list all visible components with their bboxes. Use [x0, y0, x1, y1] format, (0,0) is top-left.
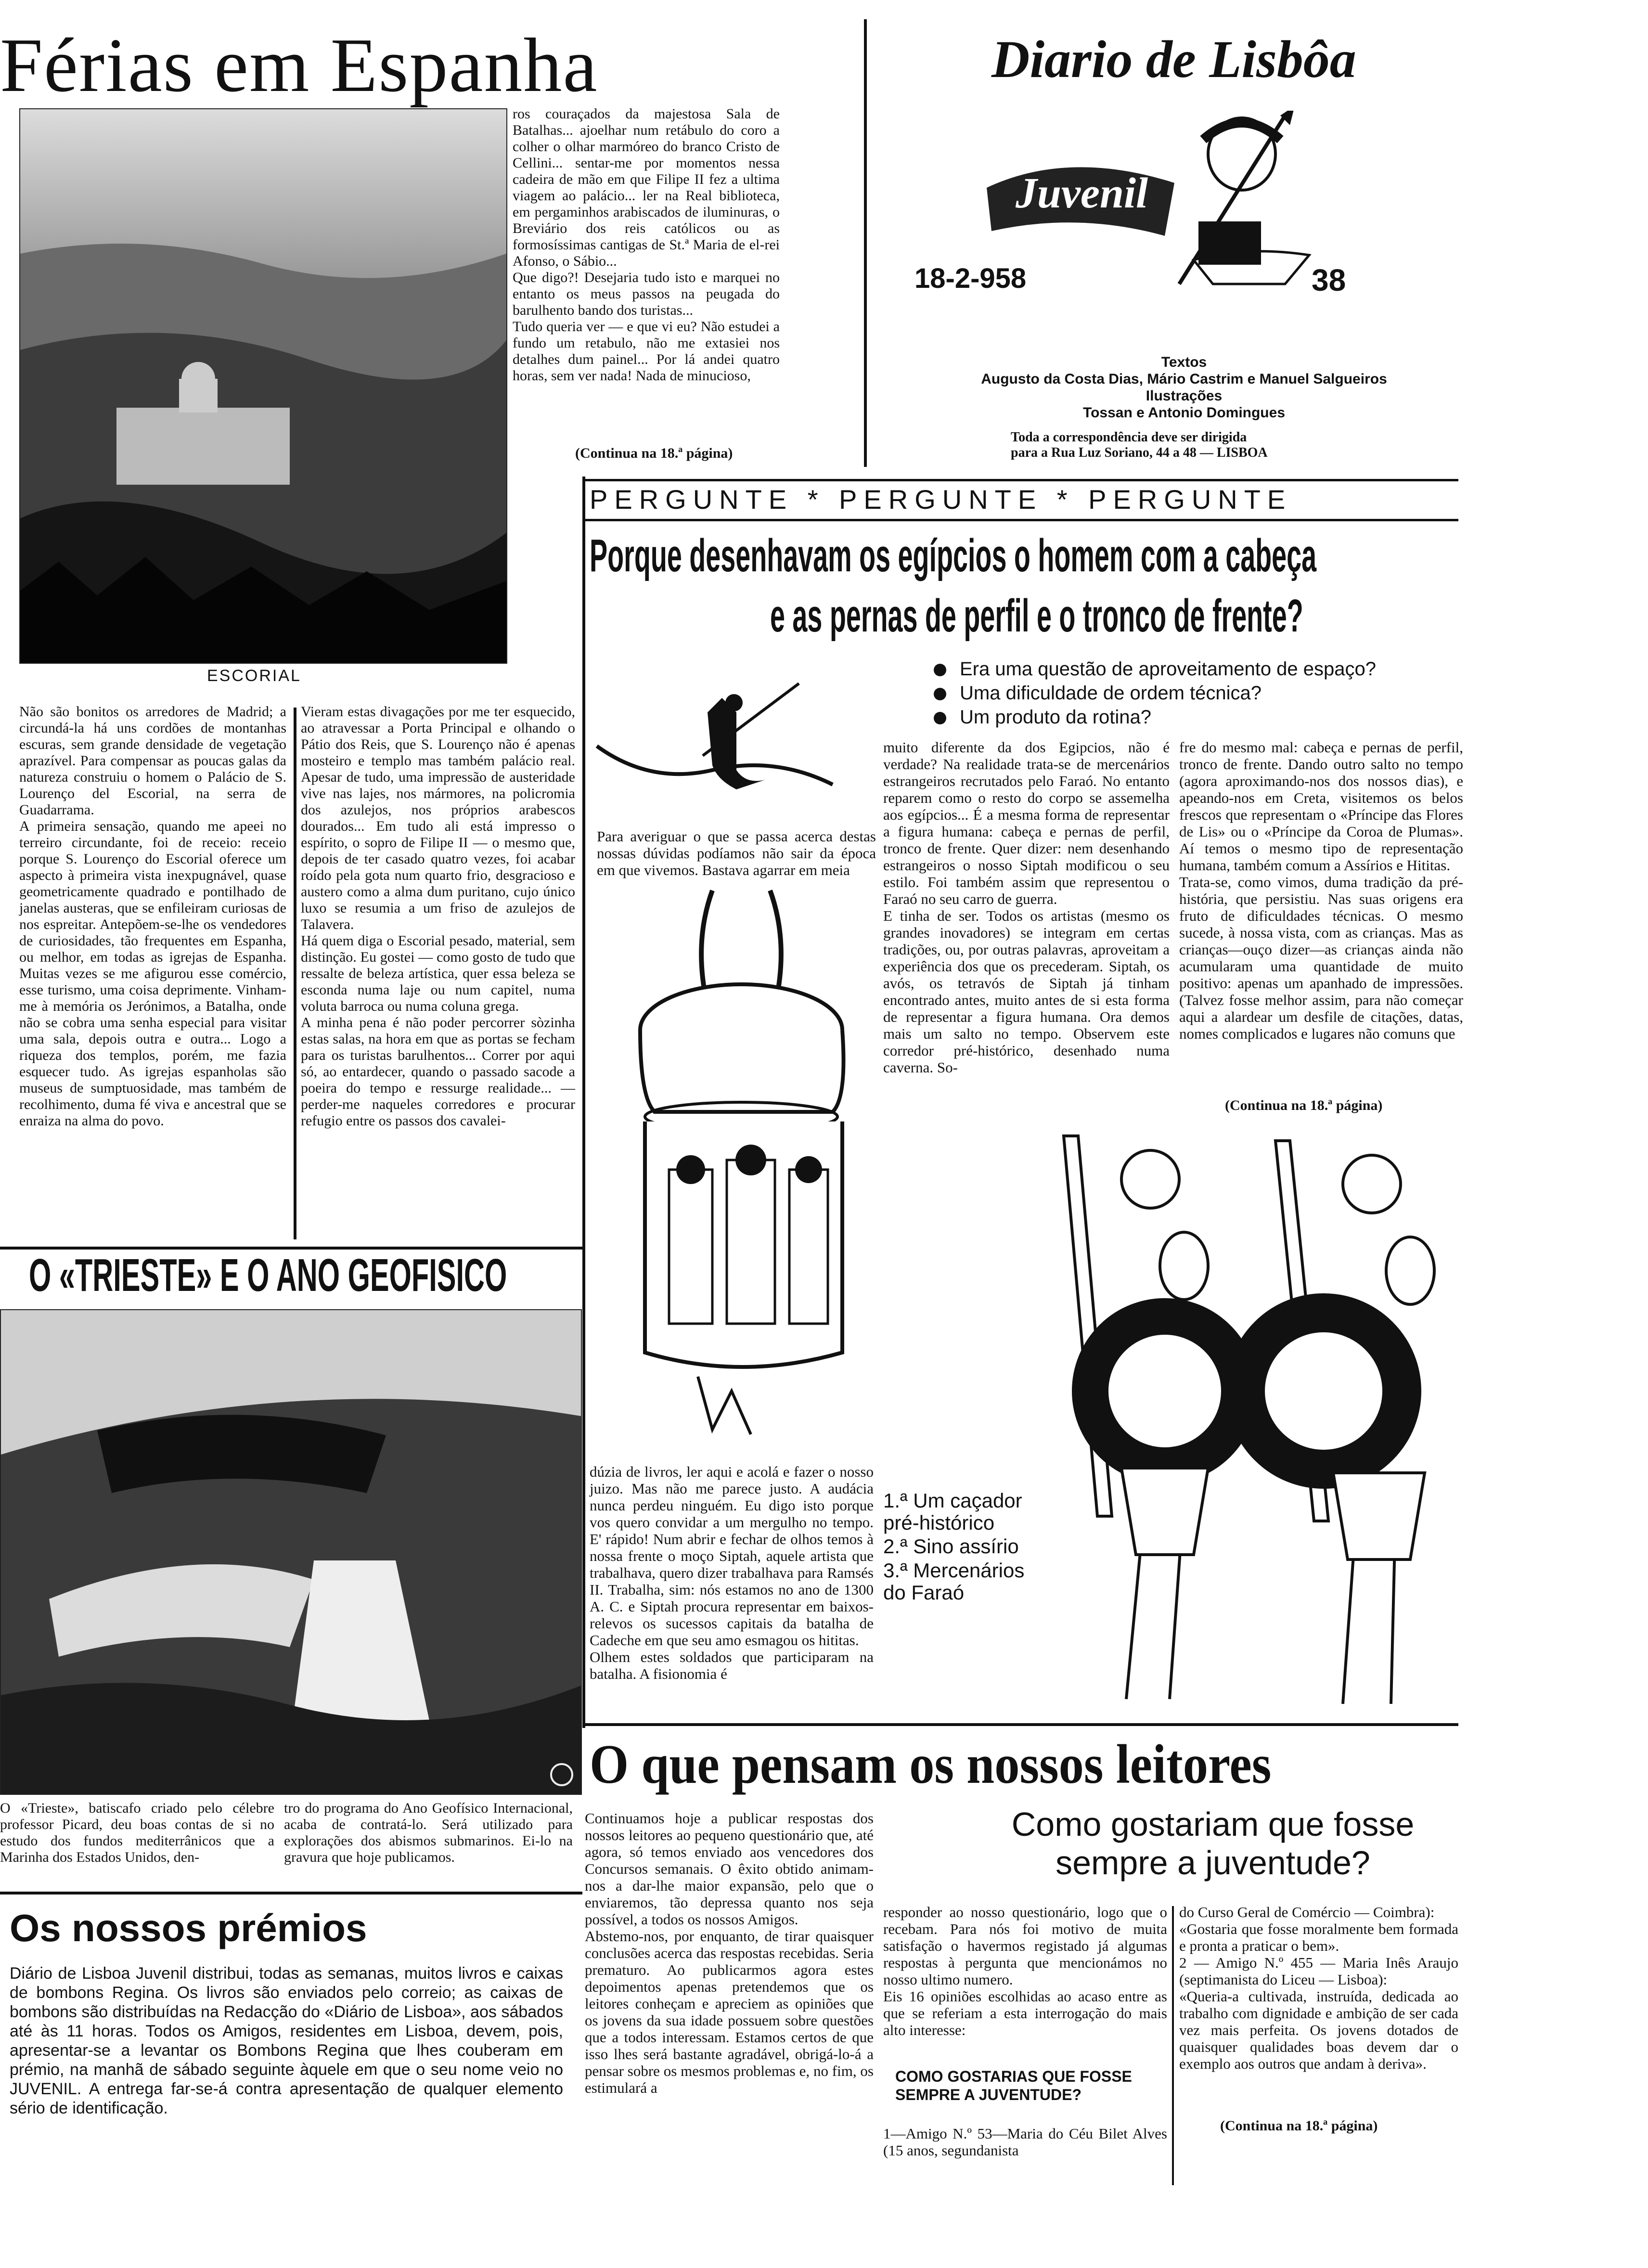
escorial-caption: ESCORIAL	[207, 667, 301, 685]
masthead-title: Diario de Lisbôa	[991, 30, 1356, 89]
leitores-question: COMO GOSTARIAS QUE FOSSE SEMPRE A JUVENTUDE?	[895, 2068, 1132, 2103]
option-item: Um produto da rotina?	[934, 705, 1376, 729]
leitores-column-a: Continuamos hoje a publicar respostas dos nossos leitores ao pequeno questionário que, até agora, só temos enviado aos vencedores dos Concursos semanais. O êxito obtido animam-nos a dar-lhe maior expansão, pelo que o enviaremos, tão depressa quanto nos seja possível, a todos os nossos Amigos. Abstemo-nos, por enquanto, de tirar quaisquer conclusões acerca das respostas recebidas. Seria prematuro. Ao publicarmos agora estes depoimentos apenas pretendemos que os leitores conheçam e apreciem as opiniões que os jovens da sua idade possuem sobre questões que a todos interessam. Estamos certos de que isso lhes será bastante agradável, obrigá-lo-á a pensar sobre os mesmos problemas e, no fim, os estimulará a	[585, 1810, 874, 2096]
correspondence-line-1: Toda a correspondência deve ser dirigida	[1011, 430, 1247, 445]
legend-item-1: 1.ª Um caçador pré-histórico	[883, 1489, 1022, 1534]
option-item: Uma dificuldade de ordem técnica?	[934, 681, 1376, 705]
ferias-continua: (Continua na 18.ª página)	[575, 445, 733, 461]
issue-date: 18-2-958	[914, 263, 1027, 294]
credits-illustrators: Tossan e Antonio Domingues	[1082, 405, 1285, 421]
pergunte-continua: (Continua na 18.ª página)	[1225, 1097, 1383, 1113]
pergunte-column-c: fre do mesmo mal: cabeça e pernas de perfil, tronco de frente. Dando outro salto no tempo (agora aproximando-nos dos nossos dias), e apeando-nos em Creta, visitemos os belos frescos que representam o «Príncipe das Flores de Lis» ou o «Príncipe da Coroa de Plumas». Aí temos o mesmo tipo de representação humana, também comum a Assírios e Hititas. Trata-se, como vimos, duma tradição da pré-história, que persistiu. Nas suas origens era fruto de dificuldades técnicas. O mesmo sucede, à nossa vista, com as crianças. Mas as crianças—ouço dizer—as crianças ainda não acumularam uma quantidade de muito positivo: apenas um apanhado de impressões. (Talvez fosse melhor assim, para não começar aqui a alardear um desfile de citações, datas, nomes complicados e lugares não comuns que	[1179, 739, 1463, 1042]
leitores-column-b2: 1—Amigo N.º 53—Maria do Céu Bilet Alves (15 anos, segundanista	[883, 2125, 1167, 2159]
leitores-subheadline-1: Como gostariam que fosse	[1011, 1805, 1415, 1843]
correspondence	[1011, 430, 1268, 461]
pergunte-column-b: muito diferente da dos Egipcios, não é verdade? Na realidade trata-se de mercenários estrangeiros recrutados pelo Faraó. No entanto reparem como o resto do corpo se assemelha aos egípcios... É a mesma forma de representar a figura humana: cabeça e pernas de perfil, tronco de frente. Quer dizer: nem desenhando estrangeiros o nosso Siptah modificou o seu estilo. Foi também assim que representou o Faraó no seu carro de guerra. E tinha de ser. Todos os artistas (mesmo os grandes inovadores) se integram em certas tradições, ou, por outras palavras, aproveitam a experiência dos que os precederam. Siptah, os avós, os tetravós de Siptah já tinham encontrado antes, muito antes de si esta forma de representar a figura humana. Ora demos mais um salto no tempo. Observem este corredor pré-histórico, desenhado numa caverna. So-	[883, 739, 1170, 1076]
assyrian-bell-illustration	[626, 871, 871, 1439]
leitores-column-b: responder ao nosso questionário, logo que o recebam. Para nós foi motivo de muita satisfação o havermos registado já algumas respostas à pergunta que mencionámos no nosso ultimo numero. Eis 16 opiniões escolhidas ao acaso entre as que se referiam a esta interrogação do mais alto interesse:	[883, 1904, 1167, 2038]
article-ferias-headline: Férias em Espanha	[0, 22, 598, 108]
trieste-caption-left: O «Trieste», batiscafo criado pelo célebre professor Picard, deu boas contas de si no estudo dos fundos mediterrânicos que a Marinha dos Estados Unidos, den-	[0, 1800, 274, 1865]
premios-headline: Os nossos prémios	[10, 1907, 367, 1949]
leitores-headline: O que pensam os nossos leitores	[590, 1734, 1272, 1795]
credits-textos: Textos	[1161, 354, 1207, 370]
issue-number: 38	[1312, 263, 1346, 297]
correspondence-line-2: para a Rua Luz Soriano, 44 a 48 — LISBOA	[1011, 445, 1268, 460]
pergunte-column-a: Para averiguar o que se passa acerca destas nossas dúvidas podíamos não sair da época em que vivemos. Bastava agarrar em meia	[597, 828, 876, 878]
trieste-headline: O «TRIESTE» E O ANO GEOFISICO	[29, 1250, 507, 1301]
pergunte-banner: PERGUNTE * PERGUNTE * PERGUNTE	[590, 484, 1292, 515]
trieste-photo	[0, 1309, 582, 1795]
juvenil-wordmark: Juvenil	[1016, 169, 1148, 217]
option-item: Era uma questão de aproveitamento de espaço?	[934, 657, 1376, 681]
legend-item-3: 3.ª Mercenários do Faraó	[883, 1559, 1025, 1604]
credits-ilustracoes: Ilustrações	[1146, 388, 1223, 404]
escorial-photo	[19, 108, 507, 664]
trieste-caption-right: tro do programa do Ano Geofísico Internacional, acaba de contratá-lo. Será utilizado para explorações dos abismos submarinos. Ei-lo na gravura que hoje publicamos.	[284, 1800, 573, 1865]
credits-authors: Augusto da Costa Dias, Mário Castrim e Manuel Salgueiros	[981, 371, 1387, 387]
pergunte-headline-1: Porque desenhavam os egípcios o homem com a cabeça	[590, 530, 1317, 581]
premios-text: Diário de Lisboa Juvenil distribui, todas as semanas, muitos livros e caixas de bombons Regina. Os livros são enviados pelo correio; as caixas de bombons são distribuídas na Redacção do «Diário de Lisboa», aos sábados até às 11 horas. Todos os Amigos, residentes em Lisboa, devem, pois, apresentar-se a levantar os Bombons Regina que lhes couberam em prémio, na manhã de sábado seguinte àquele em que o seu nome veio no JUVENIL. A entrega far-se-á contra apresentação de qualquer elemento sério de identificação.	[10, 1964, 563, 2117]
cave-hunter-illustration	[592, 674, 862, 804]
pergunte-headline-2: e as pernas de perfil e o tronco de frente?	[770, 590, 1303, 642]
leitores-subheadline-2: sempre a juventude?	[1056, 1844, 1370, 1881]
credits	[914, 354, 1454, 421]
pergunte-column-d: dúzia de livros, ler aqui e acolá e fazer o nosso juizo. Mas não me parece justo. A audácia nunca perdeu ninguém. Eu digo isto porque vos quero convidar a um mergulho no tempo. E' rápido! Num abrir e fechar de olhos temos à nossa frente o moço Siptah, aquele artista que trabalhava, quero dizer trabalhava para Ramsés II. Trabalha, sim: nós estamos no ano de 1300 A. C. e Siptah procura representar em baixos-relevos os sucessos capitais da batalha de Cadeche em que seu amo esmagou os hititas. Olhem estes soldados que participaram na batalha. A fisionomia é	[590, 1463, 874, 1682]
ferias-column-right: Vieram estas divagações por me ter esquecido, ao atravessar a Porta Principal e olhando o Pátio dos Reis, que S. Lourenço não é apenas mosteiro e templo mas também palácio real. Apesar de tudo, uma impressão de austeridade vive nas lajes, nos mármores, na policromia dos azulejos, nos próprios arabescos dourados... Em tudo ali está impresso o espírito, o sopro de Filipe II — o mesmo que, depois de ter casado quatro vezes, foi acabar roído pela gota num quarto frio, desgracioso e austero como a alma dum puritano, cujo único luxo se resumia a um friso de azulejos de Talavera. Há quem diga o Escorial pesado, material, sem distinção. Eu gostei — como gosto de tudo que ressalte de beleza artística, quer essa beleza se esconda numa laje ou num capitel, numa voluta barroca ou numa coluna grega. A minha pena é não poder percorrer sòzinha estas salas, na hora em que as portas se fecham para os turistas barulhentos... Correr por aqui só, ao entardecer, quando o passado sacode a poeira do tempo e ressurge realidade... — perder-me naqueles corredores e procurar refugio entre os passos dos cavalei-	[301, 704, 575, 1129]
legend-item-2: 2.ª Sino assírio	[883, 1535, 1019, 1558]
ferias-intro-column: ros couraçados da majestosa Sala de Batalhas... ajoelhar num retábulo do coro a colher o olhar marmóreo do branco Cristo de Cellini... sentar-me por momentos nessa cadeira de mão em que Filipe II fez a ultima viagem ao palácio... ler na Real biblioteca, em pergaminhos arabiscados de iluminuras, o Breviário dos reis católicos ou as formosíssimas cantigas de St.ª Maria de el-rei Afonso, o Sábio... Que digo?! Desejaria tudo isto e marquei no entanto os meus passos na peugada do barulhento bando dos turistas... Tudo queria ver — e que vi eu? Não estudei a fundo um retabulo, não me extasiei nos detalhes dum painel... Por lá andei quatro horas, sem ver nada! Nada de minucioso,	[513, 106, 780, 384]
leitores-subheadline	[963, 1805, 1463, 1882]
mercenaries-illustration	[1025, 1121, 1458, 1714]
pergunte-options	[934, 657, 1376, 729]
ferias-column-left: Não são bonitos os arredores de Madrid; a circundá-la há uns cordões de montanhas escuras, sem grande densidade de vegetação aprazível. Para compensar as poucas galas da natureza construiu o homem o Palácio de S. Lourenço del Escorial, na serra de Guadarrama. A primeira sensação, quando me apeei no terreiro circundante, foi de receio: receio porque S. Lourenço do Escorial oferece um aspecto à primeira vista inexpugnável, quase geometricamente quadrado e pontilhado de janelas austeras, que se enfileiram curiosas de nos espreitar. Antepõem-se-lhe os vendedores de curiosidades, tão frequentes em Espanha, ou melhor, em todas as igrejas de Espanha. Muitas vezes se me afigurou esse comércio, esse turismo, uma coisa deprimente. Vinham-me à memória os Jerónimos, a Batalha, onde não se cobra uma senha especial para visitar uma sala, depois outra e outra... Logo a riqueza dos templos, porém, me fazia esquecer tudo. As igrejas espanholas são museus de sumptuosidade, mas também de recolhimento, duma fé viva e ancestral que se enraiza na alma do povo.	[19, 704, 286, 1129]
leitores-column-c: do Curso Geral de Comércio — Coimbra): «Gostaria que fosse moralmente bem formada e pronta a praticar o bem». 2 — Amigo N.º 455 — Maria Inês Araujo (septimanista do Liceu — Lisboa): «Queria-a cultivada, instruída, dedicada ao trabalho com dignidade e ambição de ser cada vez mais perfeita. Os jovens dotados de quaisquer qualidades boas devem dar o exemplo aos outros que andam à deriva».	[1179, 1904, 1458, 2072]
leitores-continua: (Continua na 18.ª página)	[1220, 2118, 1378, 2134]
